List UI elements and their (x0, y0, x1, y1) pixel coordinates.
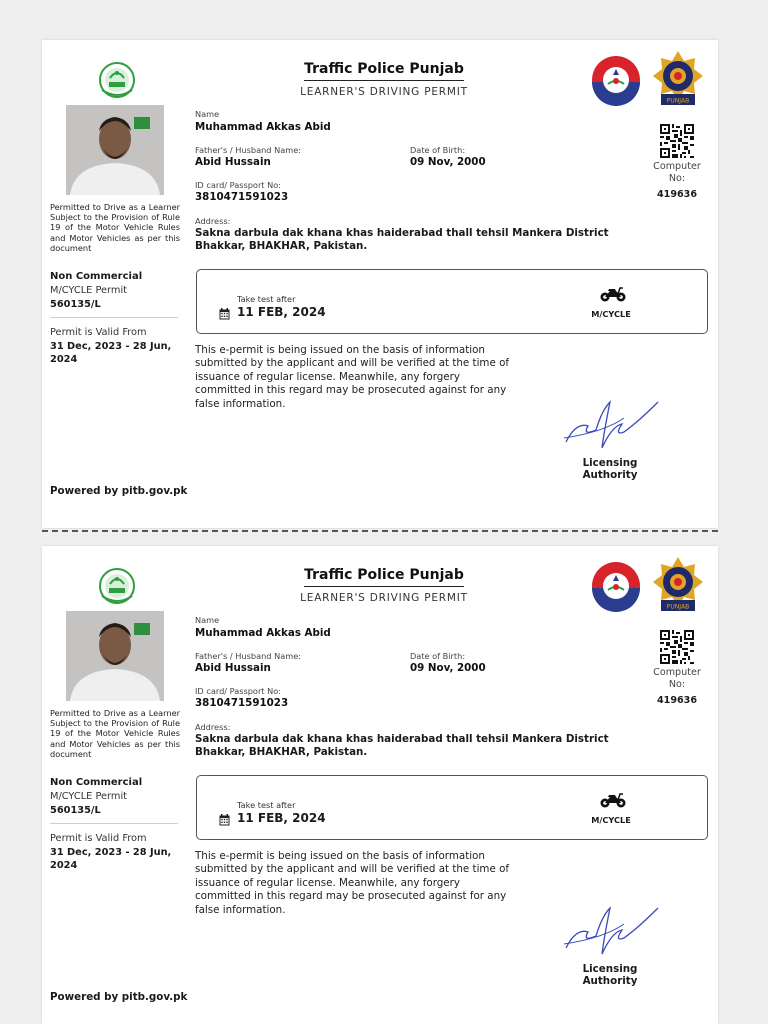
address: Sakna darbula dak khana khas haiderabad thall tehsil Mankera District Bhakkar, BHAKHAR, Pakistan. (195, 733, 609, 758)
calendar-icon (219, 308, 230, 320)
father-name: Abid Hussain (195, 156, 271, 168)
svg-text:PUNJAB: PUNJAB (666, 97, 690, 105)
permit-card-copy (42, 546, 718, 1024)
applicant-name: Muhammad Akkas Abid (195, 121, 331, 133)
punjab-govt-logo-icon (96, 566, 138, 606)
valid-label: Permit is Valid From (50, 327, 147, 338)
licensing-authority: Licensing Authority (582, 457, 638, 481)
permit-number: 560135/L (50, 299, 101, 310)
father-name: Abid Hussain (195, 662, 271, 674)
computer-no: 419636 (656, 189, 698, 200)
id-label: ID card/ Passport No: (195, 686, 282, 696)
applicant-name: Muhammad Akkas Abid (195, 627, 331, 639)
powered-by: Powered by pitb.gov.pk (50, 991, 188, 1003)
test-label: Take test after (237, 294, 296, 304)
computer-no-label: Computer No: (653, 667, 701, 690)
divider (50, 823, 178, 824)
address-label: Address: (195, 216, 231, 226)
test-date: 11 FEB, 2024 (237, 811, 326, 825)
applicant-photo (66, 611, 164, 701)
dob-label: Date of Birth: (410, 651, 466, 661)
permit-kind: M/CYCLE Permit (50, 285, 128, 296)
authority-signature (562, 900, 662, 958)
valid-dates: 31 Dec, 2023 - 28 Jun, 2024 (50, 341, 172, 365)
id-label: ID card/ Passport No: (195, 180, 282, 190)
licensing-authority: Licensing Authority (582, 963, 638, 987)
name-label: Name (195, 615, 220, 625)
valid-dates: 31 Dec, 2023 - 28 Jun, 2024 (50, 847, 172, 871)
punjab-police-emblem-icon (591, 560, 641, 612)
test-info-box (196, 269, 708, 334)
calendar-icon (219, 814, 230, 826)
permit-kind: M/CYCLE Permit (50, 791, 128, 802)
id-number: 3810471591023 (195, 191, 289, 203)
computer-no-label: Computer No: (653, 161, 701, 184)
vehicle-category: M/CYCLE (591, 309, 631, 319)
document-subtitle: LEARNER'S DRIVING PERMIT (300, 86, 468, 98)
qr-code-icon (660, 124, 694, 158)
punjab-police-emblem-icon (591, 54, 641, 106)
cut-line (42, 530, 718, 532)
applicant-photo (66, 105, 164, 195)
punjab-govt-logo-icon (96, 60, 138, 100)
qr-code-icon (660, 630, 694, 664)
traffic-police-badge-icon (653, 50, 703, 108)
category-type: Non Commercial (50, 271, 143, 282)
permit-card-original (42, 40, 718, 528)
name-label: Name (195, 109, 220, 119)
powered-by: Powered by pitb.gov.pk (50, 485, 188, 497)
valid-label: Permit is Valid From (50, 833, 147, 844)
computer-no: 419636 (656, 695, 698, 706)
address: Sakna darbula dak khana khas haiderabad thall tehsil Mankera District Bhakkar, BHAKHAR, Pakistan. (195, 227, 609, 252)
test-date: 11 FEB, 2024 (237, 305, 326, 319)
date-of-birth: 09 Nov, 2000 (410, 156, 486, 168)
svg-text:PUNJAB: PUNJAB (666, 603, 690, 611)
motorcycle-icon (599, 286, 627, 302)
page-title: Traffic Police Punjab (304, 567, 464, 587)
disclaimer: This e-permit is being issued on the basis of information submitted by the applicant and will be verified at the time of issuance of regular license. Meanwhile, any forgery committed in this regard may be prosecuted against for any false information. (195, 344, 509, 410)
father-label: Father's / Husband Name: (195, 651, 301, 661)
test-info-box (196, 775, 708, 840)
vehicle-category: M/CYCLE (591, 815, 631, 825)
header (274, 58, 494, 98)
dob-label: Date of Birth: (410, 145, 466, 155)
permit-conditions: Permitted to Drive as a Learner Subject to the Provision of Rule 19 of the Motor Vehicle Rules and Motor Vehicles as per this document (50, 202, 180, 253)
address-label: Address: (195, 722, 231, 732)
document-subtitle: LEARNER'S DRIVING PERMIT (300, 592, 468, 604)
authority-signature (562, 394, 662, 452)
disclaimer: This e-permit is being issued on the basis of information submitted by the applicant and will be verified at the time of issuance of regular license. Meanwhile, any forgery committed in this regard may be prosecuted against for any false information. (195, 850, 509, 916)
date-of-birth: 09 Nov, 2000 (410, 662, 486, 674)
permit-number: 560135/L (50, 805, 101, 816)
traffic-police-badge-icon (653, 556, 703, 614)
page-title: Traffic Police Punjab (304, 61, 464, 81)
header (274, 564, 494, 604)
id-number: 3810471591023 (195, 697, 289, 709)
permit-conditions: Permitted to Drive as a Learner Subject to the Provision of Rule 19 of the Motor Vehicle Rules and Motor Vehicles as per this document (50, 708, 180, 759)
test-label: Take test after (237, 800, 296, 810)
divider (50, 317, 178, 318)
father-label: Father's / Husband Name: (195, 145, 301, 155)
category-type: Non Commercial (50, 777, 143, 788)
motorcycle-icon (599, 792, 627, 808)
